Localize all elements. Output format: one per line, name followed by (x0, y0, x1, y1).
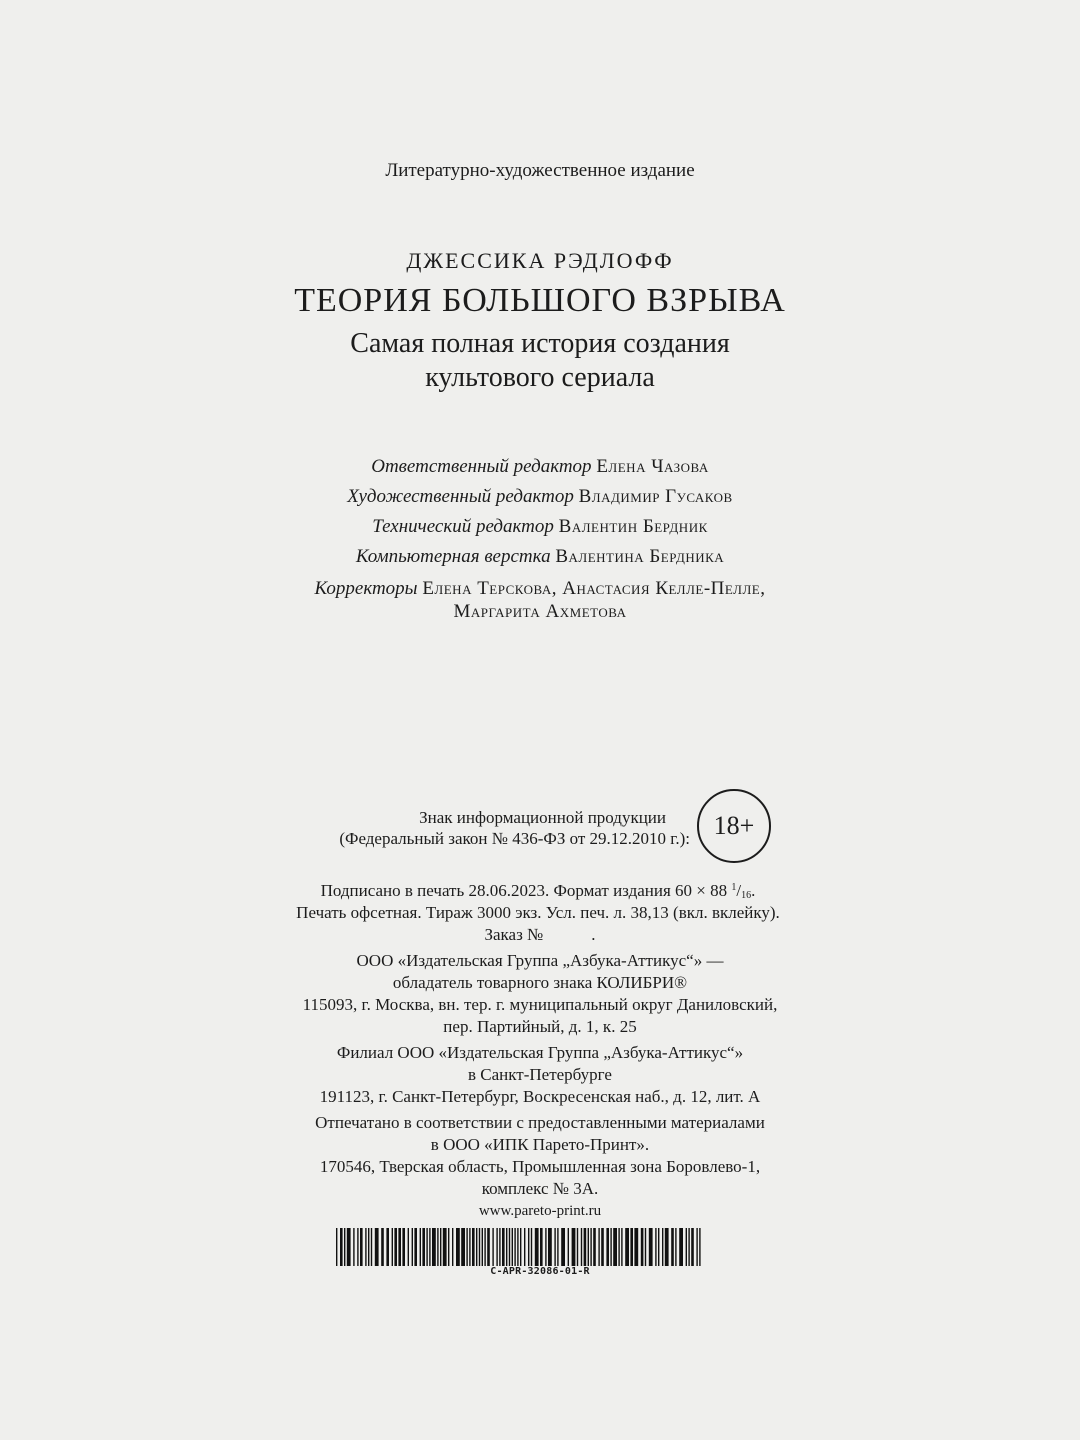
barcode-bar (696, 1228, 697, 1266)
book-subtitle-line-2: культового сериала (425, 362, 655, 393)
barcode-bar (408, 1228, 409, 1266)
barcode-bar (531, 1228, 532, 1266)
book-subtitle-line-1: Самая полная история создания (350, 328, 730, 359)
barcode-bar (649, 1228, 653, 1266)
barcode-bar (469, 1228, 470, 1266)
barcode-bar (686, 1228, 687, 1266)
barcode-bar (336, 1228, 337, 1266)
barcode-bar (584, 1228, 587, 1266)
barcode-bar (618, 1228, 619, 1266)
barcode-bar (581, 1228, 582, 1266)
credit-role: Компьютерная верстка (355, 546, 551, 567)
barcode-bar (492, 1228, 493, 1266)
barcode-bar (606, 1228, 609, 1266)
barcode-bar (487, 1228, 490, 1266)
barcode-bar (452, 1228, 453, 1266)
barcode-bar (548, 1228, 552, 1266)
barcode-bar (577, 1228, 578, 1266)
publisher-line-3: 115093, г. Москва, вн. тер. г. муниципальный округ Даниловский, (302, 995, 778, 1014)
barcode-bar (472, 1228, 475, 1266)
barcode-bar (509, 1228, 510, 1266)
barcode-bar (554, 1228, 555, 1266)
barcode-bar (590, 1228, 591, 1266)
credit-name: Елена Терскова, Анастасия Келле-Пелле, (422, 578, 766, 599)
barcode-bar (610, 1228, 611, 1266)
barcode (336, 1228, 706, 1266)
barcode-bar (499, 1228, 500, 1266)
barcode-bar (432, 1228, 436, 1266)
barcode-bar (375, 1228, 379, 1266)
format-numerator: 1 (731, 882, 737, 893)
credit-name: Маргарита Ахметова (453, 601, 627, 622)
barcode-bar (568, 1228, 569, 1266)
barcode-bar (440, 1228, 441, 1266)
publisher-line-4: пер. Партийный, д. 1, к. 25 (443, 1017, 637, 1036)
credit-name: Валентин Бердник (558, 516, 708, 537)
barcode-bar (429, 1228, 430, 1266)
branch-line-1: Филиал ООО «Издательская Группа „Азбука-Аттикус“» (336, 1043, 744, 1062)
barcode-bar (368, 1228, 369, 1266)
branch-line-2: в Санкт-Петербурге (468, 1065, 612, 1084)
credit-role: Корректоры (314, 578, 418, 599)
printer-line-2: в ООО «ИПК Парето-Принт». (430, 1135, 650, 1154)
barcode-bar (557, 1228, 558, 1266)
barcode-bar (601, 1228, 604, 1266)
credit-art-editor (0, 486, 1080, 508)
edition-type: Литературно-художественное издание (385, 160, 695, 181)
barcode-bar (699, 1228, 700, 1266)
info-sign-label: Знак информационной продукции (419, 808, 666, 827)
barcode-bar (466, 1228, 467, 1266)
order-label: Заказ № (484, 925, 544, 944)
barcode-bar (593, 1228, 596, 1266)
barcode-bar (476, 1228, 477, 1266)
barcode-bar (520, 1228, 521, 1266)
credit-layout (0, 546, 1080, 568)
publisher-line-2: обладатель товарного знака КОЛИБРИ® (392, 973, 688, 992)
book-title: ТЕОРИЯ БОЛЬШОГО ВЗРЫВА (294, 282, 786, 319)
barcode-bar (357, 1228, 358, 1266)
barcode-bar (502, 1228, 505, 1266)
barcode-bar (598, 1228, 599, 1266)
barcode-bar (482, 1228, 483, 1266)
barcode-bar (420, 1228, 421, 1266)
barcode-bar (443, 1228, 447, 1266)
publisher-line-1: ООО «Издательская Группа „Азбука-Аттикус“» — (356, 951, 724, 970)
barcode-bar (540, 1228, 543, 1266)
barcode-bar (688, 1228, 689, 1266)
signed-text: Подписано в печать 28.06.2023. Формат издания 60 × 88 (320, 881, 728, 900)
barcode-bar (634, 1228, 638, 1266)
signed-end: . (751, 881, 756, 900)
barcode-bar (506, 1228, 507, 1266)
order-end: . (591, 925, 596, 944)
barcode-bar (414, 1228, 417, 1266)
barcode-bar (371, 1228, 372, 1266)
barcode-bar (524, 1228, 525, 1266)
credit-technical-editor (0, 516, 1080, 538)
barcode-bar (422, 1228, 425, 1266)
credit-executive-editor (0, 456, 1080, 478)
printer-line-3: 170546, Тверская область, Промышленная зона Боровлево-1, (319, 1157, 761, 1176)
branch-line-3: 191123, г. Санкт-Петербург, Воскресенская наб., д. 12, лит. А (319, 1087, 761, 1106)
barcode-bar (691, 1228, 694, 1266)
barcode-bar (613, 1228, 617, 1266)
printer-website: www.pareto-print.ru (478, 1203, 602, 1219)
barcode-bar (675, 1228, 676, 1266)
barcode-bar (394, 1228, 397, 1266)
barcode-bar (412, 1228, 413, 1266)
barcode-bar (588, 1228, 589, 1266)
printer-line-1: Отпечатано в соответствии с предоставленными материалами (315, 1113, 765, 1132)
barcode-bar (662, 1228, 663, 1266)
barcode-bar (365, 1228, 366, 1266)
format-fraction: $^1/_{16}$ (731, 881, 752, 901)
barcode-bar (679, 1228, 683, 1266)
age-rating-badge: 18+ (697, 789, 771, 863)
signed-to-print (0, 881, 1078, 901)
print-details: Печать офсетная. Тираж 3000 экз. Усл. печ. л. 38,13 (вкл. вклейку). (296, 903, 780, 922)
credit-role: Технический редактор (372, 516, 554, 537)
barcode-bar (528, 1228, 529, 1266)
format-denominator: 16 (741, 890, 752, 901)
barcode-bar (512, 1228, 513, 1266)
barcode-bar (461, 1228, 465, 1266)
barcode-bar (665, 1228, 669, 1266)
barcode-bar (360, 1228, 363, 1266)
barcode-bar (645, 1228, 646, 1266)
credit-name: Елена Чазова (596, 456, 709, 477)
barcode-bar (641, 1228, 644, 1266)
barcode-bar (392, 1228, 393, 1266)
credit-name: Валентина Бердника (555, 546, 725, 567)
info-sign-law: (Федеральный закон № 436-ФЗ от 29.12.2010 г.): (339, 829, 690, 848)
barcode-bar (561, 1228, 565, 1266)
barcode-text: C-APR-32086-01-R (490, 1266, 590, 1277)
barcode-bar (347, 1228, 351, 1266)
barcode-bar (448, 1228, 449, 1266)
barcode-bar (426, 1228, 427, 1266)
barcode-bar (545, 1228, 546, 1266)
barcode-bar (658, 1228, 659, 1266)
barcode-bar (479, 1228, 480, 1266)
barcode-bar (344, 1228, 345, 1266)
barcode-bar (456, 1228, 460, 1266)
author-name: ДЖЕССИКА РЭДЛОФФ (406, 248, 674, 273)
barcode-bar (340, 1228, 343, 1266)
printer-line-4: комплекс № 3А. (481, 1179, 599, 1198)
barcode-bar (572, 1228, 576, 1266)
barcode-bar (655, 1228, 656, 1266)
barcode-bar (630, 1228, 633, 1266)
barcode-bar (514, 1228, 515, 1266)
credit-name: Владимир Гусаков (578, 486, 733, 507)
barcode-bar (402, 1228, 405, 1266)
barcode-bar (517, 1228, 518, 1266)
credit-role: Ответственный редактор (371, 456, 592, 477)
credit-proofreaders (0, 578, 1080, 600)
barcode-bar (437, 1228, 438, 1266)
barcode-bar (621, 1228, 622, 1266)
barcode-bar (625, 1228, 629, 1266)
credit-role: Художественный редактор (347, 486, 574, 507)
barcode-bar (496, 1228, 497, 1266)
barcode-bar (535, 1228, 539, 1266)
barcode-bar (671, 1228, 674, 1266)
credit-proofreaders-continued (0, 601, 1080, 623)
barcode-bar (386, 1228, 389, 1266)
barcode-bar (484, 1228, 485, 1266)
barcode-bar (398, 1228, 401, 1266)
order-number (0, 925, 1080, 945)
barcode-bar (353, 1228, 354, 1266)
barcode-bar (381, 1228, 384, 1266)
